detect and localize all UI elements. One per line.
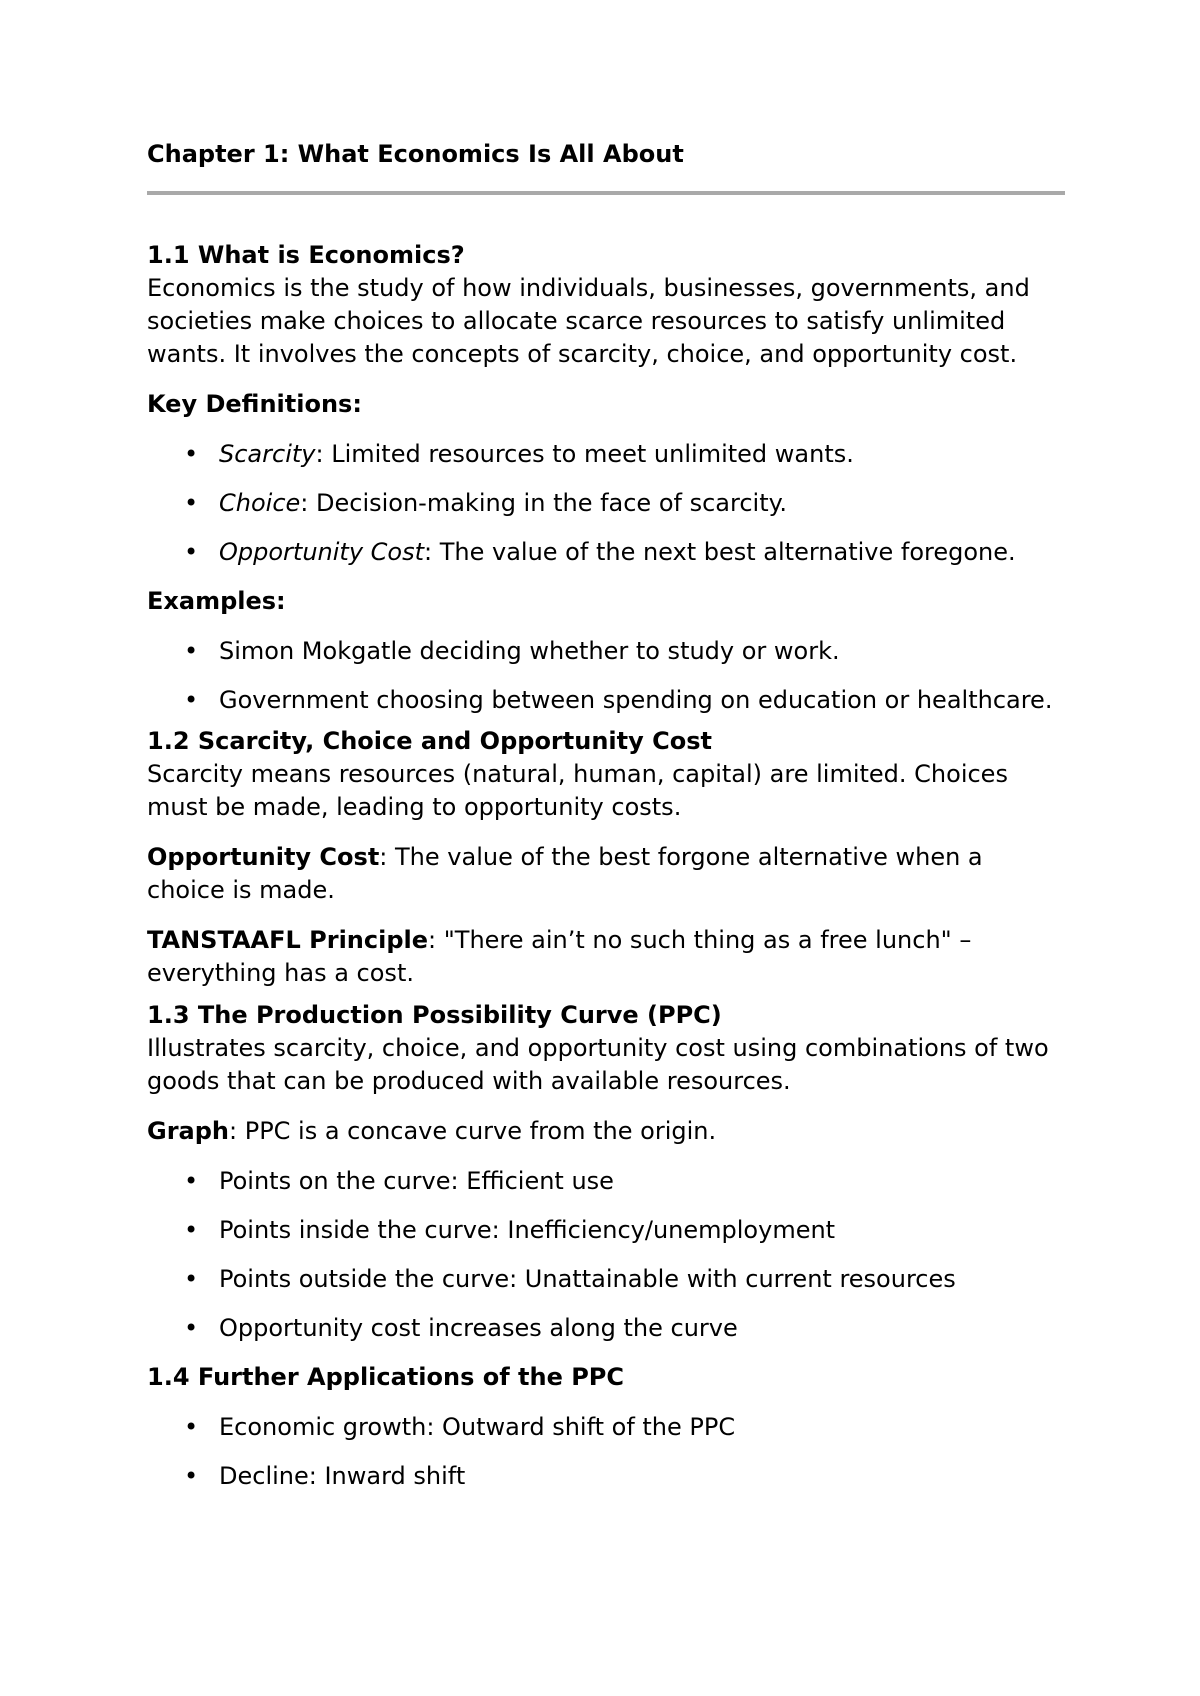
point-text: Points on the curve: Efficient use xyxy=(219,1167,614,1195)
point-text: Points inside the curve: Inefficiency/unemployment xyxy=(219,1216,836,1244)
bullet-icon: • xyxy=(184,1413,199,1441)
graph-term: Graph xyxy=(147,1117,229,1145)
opportunity-cost-paragraph xyxy=(147,841,1067,907)
chapter-title: Chapter 1: What Economics Is All About xyxy=(147,140,684,168)
section-1-2-intro: Scarcity means resources (natural, human, capital) are limited. Choices must be made, leading to opportunity costs. xyxy=(147,760,1008,821)
tanstaafl-text: : "There ain’t no such thing as a free lunch" – everything has a cost. xyxy=(147,926,972,987)
graph-paragraph xyxy=(147,1115,1067,1148)
definitions-list xyxy=(147,438,1067,569)
list-item xyxy=(147,487,1067,520)
horizontal-rule xyxy=(147,191,1065,195)
point-text: Points outside the curve: Unattainable with current resources xyxy=(219,1265,956,1293)
tanstaafl-paragraph xyxy=(147,924,1067,990)
key-definitions-label: Key Definitions: xyxy=(147,390,362,418)
document-page xyxy=(147,137,1067,1509)
ppc-points-list xyxy=(147,1165,1067,1345)
list-item xyxy=(147,1214,1067,1247)
list-item xyxy=(147,635,1067,668)
section-1-3-heading: 1.3 The Production Possibility Curve (PPC) xyxy=(147,1001,722,1029)
list-item xyxy=(147,1263,1067,1296)
definition-text: : Limited resources to meet unlimited wants. xyxy=(315,440,854,468)
applications-list xyxy=(147,1411,1067,1493)
list-item xyxy=(147,1312,1067,1345)
opportunity-cost-term: Opportunity Cost xyxy=(147,843,380,871)
example-text: Government choosing between spending on education or healthcare. xyxy=(219,686,1053,714)
bullet-icon: • xyxy=(184,1462,199,1490)
bullet-icon: • xyxy=(184,686,199,714)
examples-list xyxy=(147,635,1067,717)
bullet-icon: • xyxy=(184,489,199,517)
section-1-1-intro: Economics is the study of how individuals, businesses, governments, and societies make choices to allocate scarce resources to satisfy unlimited wants. It involves the concepts of scarcity, choice, and opportunity cost. xyxy=(147,274,1030,368)
examples-label: Examples: xyxy=(147,587,286,615)
point-text: Opportunity cost increases along the curve xyxy=(219,1314,738,1342)
list-item xyxy=(147,1165,1067,1198)
bullet-icon: • xyxy=(184,637,199,665)
application-text: Economic growth: Outward shift of the PPC xyxy=(219,1413,736,1441)
definition-text: : Decision-making in the face of scarcity. xyxy=(300,489,788,517)
list-item xyxy=(147,1411,1067,1444)
list-item xyxy=(147,536,1067,569)
bullet-icon: • xyxy=(184,538,199,566)
list-item xyxy=(147,1460,1067,1493)
example-text: Simon Mokgatle deciding whether to study or work. xyxy=(219,637,840,665)
graph-text: : PPC is a concave curve from the origin. xyxy=(229,1117,717,1145)
definition-term: Scarcity xyxy=(219,440,316,468)
section-1-3-intro: Illustrates scarcity, choice, and opportunity cost using combinations of two goods that can be produced with available resources. xyxy=(147,1034,1049,1095)
opportunity-cost-text: : The value of the best forgone alternative when a choice is made. xyxy=(147,843,983,904)
application-text: Decline: Inward shift xyxy=(219,1462,466,1490)
bullet-icon: • xyxy=(184,1265,199,1293)
definition-text: : The value of the next best alternative foregone. xyxy=(424,538,1016,566)
definition-term: Opportunity Cost xyxy=(219,538,425,566)
bullet-icon: • xyxy=(184,440,199,468)
section-1-2-heading: 1.2 Scarcity, Choice and Opportunity Cost xyxy=(147,727,712,755)
list-item xyxy=(147,684,1067,717)
bullet-icon: • xyxy=(184,1314,199,1342)
bullet-icon: • xyxy=(184,1216,199,1244)
definition-term: Choice xyxy=(219,489,301,517)
tanstaafl-term: TANSTAAFL Principle xyxy=(147,926,429,954)
section-1-4-heading: 1.4 Further Applications of the PPC xyxy=(147,1363,625,1391)
bullet-icon: • xyxy=(184,1167,199,1195)
list-item xyxy=(147,438,1067,471)
section-1-1-heading: 1.1 What is Economics? xyxy=(147,241,465,269)
